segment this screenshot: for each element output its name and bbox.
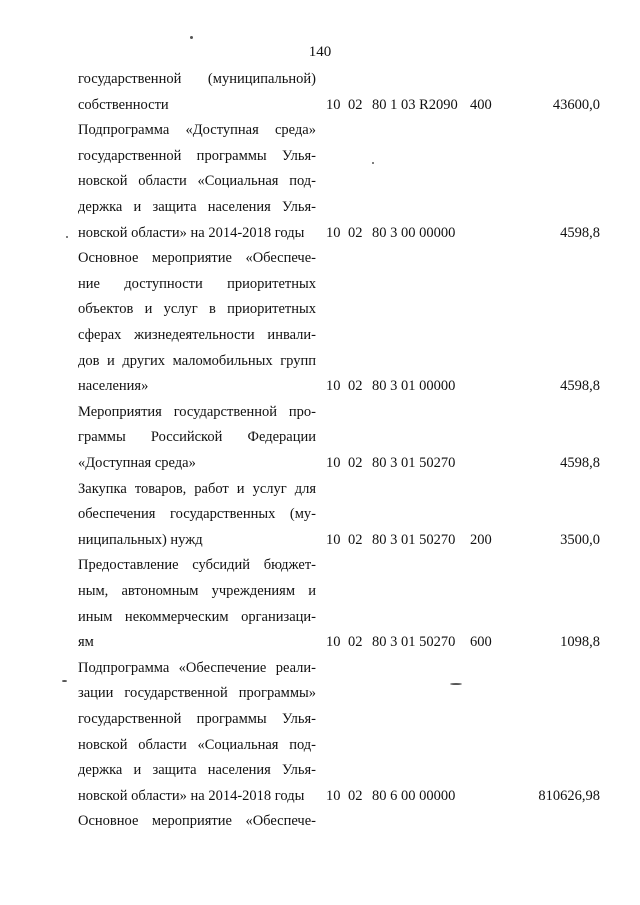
table-row (0, 402, 640, 422)
row-amount: 4598,8 (560, 224, 600, 241)
row-amount: 4598,8 (560, 378, 600, 395)
row-description: Подпрограмма «Обеспечение реали- (78, 659, 316, 676)
row-description: сферах жизнедеятельности инвали- (78, 327, 316, 343)
row-description: граммы Российской Федерации (78, 429, 316, 446)
row-description: населения» (78, 378, 149, 395)
table-row (0, 120, 640, 140)
row-description: объектов и услуг в приоритетных (78, 301, 316, 318)
row-subsection: 02 (348, 531, 363, 548)
row-description: Предоставление субсидий бюджет- (78, 557, 316, 574)
table-row (0, 351, 640, 371)
row-amount: 3500,0 (560, 531, 600, 548)
row-section: 10 (326, 531, 341, 548)
row-subsection: 02 (348, 455, 363, 471)
row-amount: 4598,8 (560, 455, 600, 471)
table-row (0, 683, 640, 703)
row-description: ниципальных) нужд (78, 531, 203, 548)
table-row (0, 248, 640, 268)
row-description: ние доступности приоритетных (78, 275, 316, 292)
row-target-article: 80 3 01 00000 (372, 378, 456, 395)
row-description: иным некоммерческим организаци- (78, 608, 316, 625)
table-row (0, 607, 640, 627)
row-description: зации государственной программы» (78, 685, 316, 702)
row-description: государственной (муниципальной) (78, 71, 316, 87)
table-row (0, 453, 640, 473)
row-expense-type: 200 (470, 531, 492, 548)
row-description: Подпрограмма «Доступная среда» (78, 122, 316, 139)
table-row (0, 786, 640, 806)
row-expense-type: 600 (470, 634, 492, 651)
scan-speck (372, 162, 374, 164)
scan-speck (66, 236, 68, 238)
page-number: 140 (308, 44, 332, 60)
table-row (0, 479, 640, 499)
row-target-article: 80 3 01 50270 (372, 455, 456, 471)
row-section: 10 (326, 96, 341, 113)
table-row (0, 735, 640, 755)
table-row (0, 223, 640, 243)
table-row (0, 811, 640, 831)
scan-speck (62, 680, 67, 682)
row-description: Основное мероприятие «Обеспече- (78, 813, 316, 830)
row-description: государственной программы Улья- (78, 711, 316, 727)
row-section: 10 (326, 455, 341, 471)
row-subsection: 02 (348, 634, 363, 651)
row-description: новской области «Социальная под- (78, 173, 316, 190)
row-amount: 43600,0 (552, 96, 600, 113)
table-row (0, 146, 640, 166)
table-row (0, 427, 640, 447)
row-description: новской области» на 2014-2018 годы (78, 787, 305, 804)
table-row (0, 376, 640, 396)
row-description: держка и защита населения Улья- (78, 199, 316, 215)
row-section: 10 (326, 224, 341, 241)
table-row (0, 274, 640, 294)
table-row (0, 171, 640, 191)
row-target-article: 80 1 03 R2090 (372, 96, 458, 113)
table-row (0, 197, 640, 217)
row-description: новской области» на 2014-2018 годы (78, 224, 305, 241)
row-amount: 1098,8 (560, 634, 600, 651)
table-row (0, 658, 640, 678)
row-expense-type: 400 (470, 96, 492, 113)
table-row (0, 709, 640, 729)
row-description: Закупка товаров, работ и услуг для (78, 480, 316, 497)
table-row (0, 760, 640, 780)
table-row (0, 555, 640, 575)
row-description: новской области «Социальная под- (78, 736, 316, 753)
table-row (0, 530, 640, 550)
row-description: обеспечения государственных (му- (78, 506, 316, 523)
row-subsection: 02 (348, 378, 363, 395)
row-description: собственности (78, 96, 169, 113)
table-row (0, 581, 640, 601)
row-description: государственной программы Улья- (78, 147, 316, 164)
scan-speck (190, 36, 193, 39)
row-section: 10 (326, 634, 341, 651)
row-target-article: 80 3 01 50270 (372, 634, 456, 651)
scan-speck (450, 683, 462, 685)
row-description: «Доступная среда» (78, 455, 196, 471)
row-subsection: 02 (348, 224, 363, 241)
row-description: ным, автономным учреждениям и (78, 583, 316, 599)
row-description: дов и других маломобильных групп (78, 352, 316, 369)
row-description: Основное мероприятие «Обеспече- (78, 250, 316, 267)
table-row (0, 95, 640, 115)
row-subsection: 02 (348, 787, 363, 804)
row-section: 10 (326, 787, 341, 804)
table-row (0, 299, 640, 319)
table-row (0, 325, 640, 345)
row-subsection: 02 (348, 96, 363, 113)
row-target-article: 80 3 00 00000 (372, 224, 456, 241)
row-target-article: 80 6 00 00000 (372, 787, 456, 804)
table-row (0, 632, 640, 652)
row-section: 10 (326, 378, 341, 395)
row-description: держка и защита населения Улья- (78, 762, 316, 779)
row-amount: 810626,98 (538, 787, 600, 804)
table-row (0, 504, 640, 524)
row-target-article: 80 3 01 50270 (372, 531, 456, 548)
row-description: Мероприятия государственной про- (78, 403, 316, 420)
row-description: ям (78, 634, 94, 651)
table-row (0, 69, 640, 89)
